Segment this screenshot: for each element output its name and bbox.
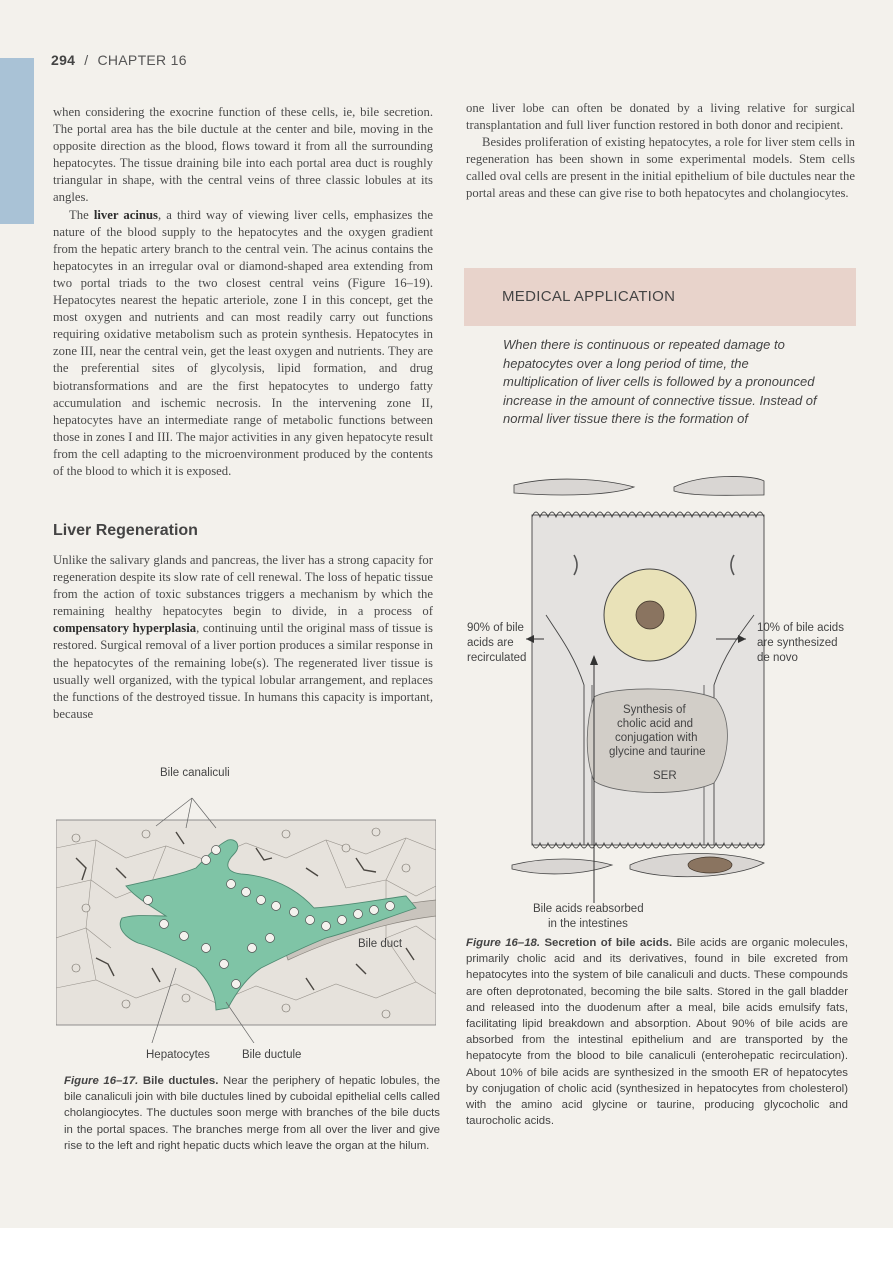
synthesis-line-3: conjugation with (615, 732, 698, 744)
label-right-line-3: de novo (757, 652, 798, 664)
term-liver-acinus: liver acinus (93, 207, 158, 222)
figure-16-18-bile-acid-secretion (464, 465, 859, 925)
medical-application-title: MEDICAL APPLICATION (502, 288, 676, 305)
label-ser: SER (653, 770, 677, 782)
paragraph: Besides proliferation of existing hepatocytes, a role for liver stem cells in regeneration has been shown in some experimental models. Stem cells called oval cells are present in the initial epithelium of bile ductules near the portal areas and these can give rise to both hepatocytes and cholangiocytes. (466, 135, 855, 201)
figure-title: Bile ductules. (142, 1075, 219, 1087)
section-heading: Liver Regeneration (53, 522, 198, 539)
liver-regeneration-text (53, 552, 433, 723)
label-bile-ductule: Bile ductule (242, 1049, 302, 1061)
paragraph: Unlike the salivary glands and pancreas, the liver has a strong capacity for regeneration despite its slow rate of cell renewal. The loss of hepatic tissue from the action of toxic substances triggers a mechanism by which the remaining healthy hepatocytes begin to divide, in a process of compensatory hyperplasia, continuing until the original mass of tissue is restored. Surgical removal of a liver portion produces a similar response in the hepatocytes of the remaining lobe(s). The regenerated liver tissue is usually well organized, with the typical lobular arrangement, and replaces the functions of the destroyed tissue. In humans this capacity is important, because (53, 553, 433, 721)
figure-16-18-caption (466, 935, 848, 1129)
paragraph: one liver lobe can often be donated by a living relative for surgical transplantation and full liver function restored in both donor and recipient. (466, 101, 855, 133)
right-column-text (466, 100, 855, 203)
label-left-line-1: 90% of bile (467, 622, 524, 634)
label-left-line-2: acids are (467, 637, 514, 649)
label-left-line-3: recirculated (467, 652, 527, 664)
label-bile-canaliculi: Bile canaliculi (160, 767, 230, 779)
header-separator: / (84, 52, 89, 68)
left-column-text (53, 104, 433, 480)
synthesis-line-1: Synthesis of (623, 704, 686, 716)
figure-number: Figure 16–18. (466, 937, 541, 949)
medical-application-text: When there is continuous or repeated damage to hepatocytes over a long period of time, the multiplication of liver cells is followed by a pronounced increase in the amount of connective tissue. Instead of normal liver tissue there is the formation of (503, 337, 817, 426)
paragraph-liver-acinus: The liver acinus, a third way of viewing liver cells, emphasizes the nature of the blood supply to the hepatocytes and the oxygen gradient from the hepatic artery branch to the central vein. The acinus contains the hepatocytes in an irregular oval or diamond-shaped area extending from two portal triads to the two closest central veins (Figure 16–19). Hepatocytes nearest the hepatic arteriole, zone I in this concept, get the most oxygen and nutrients and can most readily carry out functions requiring oxidative metabolism such as protein synthesis. Hepatocytes in zone III, near the central vein, get the least oxygen and nutrients. They are the preferential sites of glycolysis, lipid formation, and drug biotransformations and are the first hepatocytes to undergo fatty accumulation and ischemic necrosis. In the intervening zone II, hepatocytes have an intermediate range of metabolic functions between those in zones I and III. The major activities in any given hepatocyte result from the cell adapting to the microenvironment produced by the contents of the blood to which it is exposed. (53, 207, 433, 478)
synthesis-line-2: cholic acid and (617, 718, 694, 730)
label-hepatocytes: Hepatocytes (146, 1049, 210, 1061)
figure-16-17-caption (64, 1073, 440, 1154)
label-right-line-2: are synthesized (757, 637, 838, 649)
figure-16-17-bile-ductules (56, 788, 436, 1043)
figure-title: Secretion of bile acids. (544, 937, 673, 949)
paragraph: when considering the exocrine function of these cells, ie, bile secretion. The portal area has the bile ductule at the center and bile, moving in the opposite direction as the blood, flows toward it from all the surrounding hepatocytes. The tissue draining bile into each portal area duct is roughly triangular in shape, with the central veins of three classic lobules at its angles. (53, 105, 433, 205)
label-bottom-line-1: Bile acids reabsorbed (533, 903, 644, 915)
label-bile-duct: Bile duct (358, 938, 403, 950)
figure-number: Figure 16–17. (64, 1075, 139, 1087)
chapter-side-tab (0, 58, 34, 224)
page-number: 294 (51, 52, 76, 68)
caption-text: Bile acids are organic molecules, primarily cholic acid and its derivatives, found in bile excreted from hepatocytes into the system of bile canaliculi and ducts. These compounds are often deprotonated, becoming the bile salts. Stored in the gall bladder and released into the duodenum after a meal, bile acids emulsify fats, facilitating lipid breakdown and absorption. About 90% of bile acids are absorbed from the intestinal epithelium and are transported by the hepatocyte from the blood to bile canaliculi (enterohepatic recirculation). About 10% of bile acids are synthesized in the smooth ER of hepatocytes by conjugation of cholic acid (synthesized in hepatocytes from cholesterol) with the amino acid glycine or taurine, producing glycocholic and taurocholic acids. (466, 937, 848, 1128)
chapter-label: CHAPTER 16 (97, 52, 187, 68)
caption-text: Near the periphery of hepatic lobules, the bile canaliculi join with bile ductules lined by cuboidal epithelial cells called cholangiocytes. The ductules soon merge with branches of the bile ducts in the portal spaces. The branches merge from all over the liver and give rise to the left and right hepatic ducts which leave the organ at the hilum. (64, 1075, 441, 1152)
running-header (51, 52, 187, 68)
term-compensatory-hyperplasia: compensatory hyperplasia (53, 621, 197, 636)
synthesis-line-4: glycine and taurine (609, 746, 706, 758)
label-right-line-1: 10% of bile acids (757, 622, 844, 634)
label-bottom-line-2: in the intestines (548, 918, 628, 930)
